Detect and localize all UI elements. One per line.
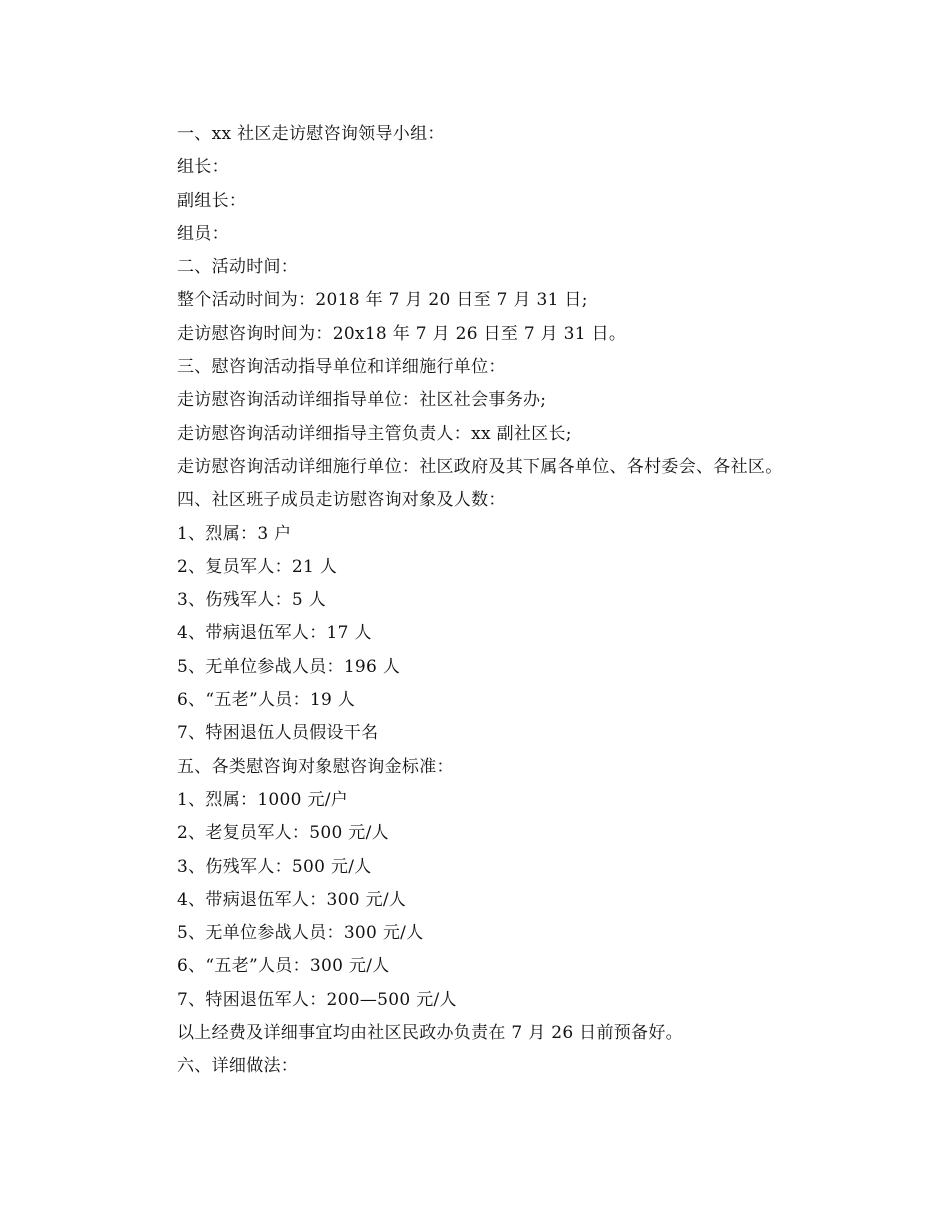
guiding-unit-line: 走访慰咨询活动详细指导单位：社区社会事务办; xyxy=(177,390,547,411)
section-heading-units: 三、慰咨询活动指导单位和详细施行单位： xyxy=(177,357,506,378)
section-heading-methods: 六、详细做法： xyxy=(177,1056,299,1077)
list-item: 7、特困退伍人员假设干名 xyxy=(177,723,379,744)
responsible-person-line: 走访慰咨询活动详细指导主管负责人：xx 副社区长; xyxy=(177,423,572,444)
implementing-unit-line: 走访慰咨询活动详细施行单位：社区政府及其下属各单位、各村委会、各社区。 xyxy=(177,456,783,477)
visit-time-line: 走访慰咨询时间为：20x18 年 7 月 26 日至 7 月 31 日。 xyxy=(177,323,627,344)
group-members-line: 组员： xyxy=(177,223,229,244)
list-item: 1、烈属：1000 元/户 xyxy=(177,789,349,810)
list-item: 5、无单位参战人员：300 元/人 xyxy=(177,923,424,944)
list-item: 3、伤残军人：5 人 xyxy=(177,590,327,611)
list-item: 6、“五老”人员：300 元/人 xyxy=(177,956,390,977)
group-leader-line: 组长： xyxy=(177,157,229,178)
section-heading-activity-time: 二、活动时间： xyxy=(177,257,299,278)
list-item: 6、“五老”人员：19 人 xyxy=(177,690,356,711)
section-heading-funding-standards: 五、各类慰咨询对象慰咨询金标准： xyxy=(177,756,454,777)
list-item: 7、特困退伍军人：200—500 元/人 xyxy=(177,989,457,1010)
document-body xyxy=(177,118,877,1084)
list-item: 1、烈属：3 户 xyxy=(177,523,292,544)
list-item: 2、复员军人：21 人 xyxy=(177,556,338,577)
list-item: 5、无单位参战人员：196 人 xyxy=(177,656,401,677)
list-item: 2、老复员军人：500 元/人 xyxy=(177,823,389,844)
section-heading-leadership-group: 一、xx 社区走访慰咨询领导小组： xyxy=(177,124,445,144)
activity-time-line: 整个活动时间为：2018 年 7 月 20 日至 7 月 31 日; xyxy=(177,290,588,311)
deputy-leader-line: 副组长： xyxy=(177,190,247,211)
funding-note-line: 以上经费及详细事宜均由社区民政办负责在 7 月 26 日前预备好。 xyxy=(177,1023,683,1044)
list-item: 4、带病退伍军人：300 元/人 xyxy=(177,889,407,910)
list-item: 3、伤残军人：500 元/人 xyxy=(177,856,372,877)
list-item: 4、带病退伍军人：17 人 xyxy=(177,623,372,644)
section-heading-visit-targets: 四、社区班子成员走访慰咨询对象及人数： xyxy=(177,490,506,511)
